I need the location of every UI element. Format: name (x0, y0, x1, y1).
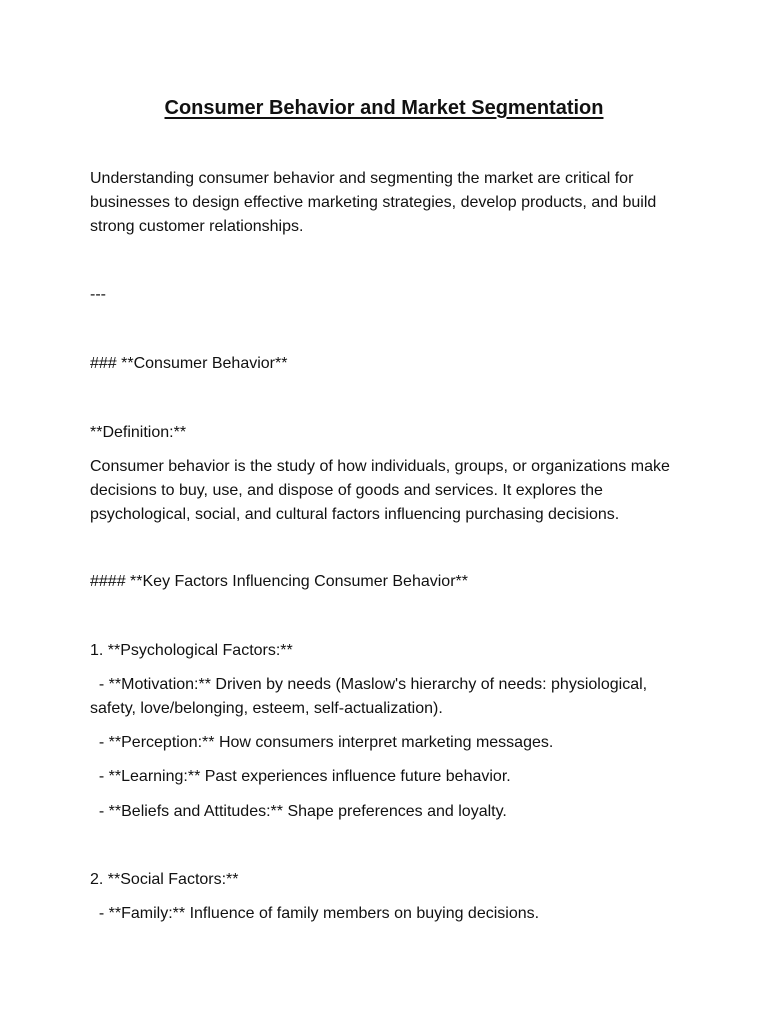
separator-line: --- (90, 286, 106, 303)
list-item-learning: - **Learning:** Past experiences influence future behavior. (90, 768, 511, 785)
subsection-heading: #### **Key Factors Influencing Consumer Behavior** (90, 573, 468, 590)
factor-heading-social: 2. **Social Factors:** (90, 871, 239, 888)
list-item-motivation: - **Motivation:** Driven by needs (Maslow's hierarchy of needs: physiological, safety, love/belonging, esteem, self-actualization). (90, 676, 652, 717)
list-item-family: - **Family:** Influence of family members on buying decisions. (90, 905, 540, 922)
definition-paragraph: Consumer behavior is the study of how individuals, groups, or organizations make decisions to buy, use, and dispose of goods and services. It explores the psychological, social, and cultural factors influencing purchasing decisions. (90, 458, 670, 523)
document-title: Consumer Behavior and Market Segmentation (164, 97, 604, 119)
definition-label: **Definition:** (90, 424, 187, 441)
section-heading: ### **Consumer Behavior** (90, 355, 288, 372)
factor-heading-psychological: 1. **Psychological Factors:** (90, 642, 293, 659)
list-item-beliefs-attitudes: - **Beliefs and Attitudes:** Shape preferences and loyalty. (90, 803, 507, 820)
intro-paragraph: Understanding consumer behavior and segmenting the market are critical for businesses to design effective marketing strategies, develop products, and build strong customer relationships. (90, 170, 657, 235)
list-item-perception: - **Perception:** How consumers interpret marketing messages. (90, 734, 554, 751)
